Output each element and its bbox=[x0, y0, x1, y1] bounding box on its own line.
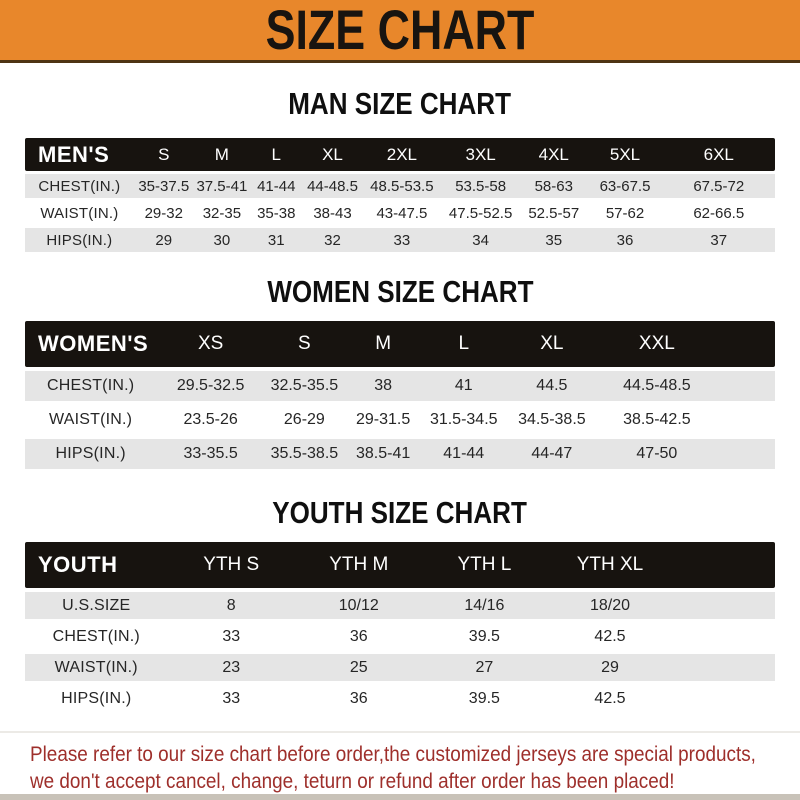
row-label: HIPS(IN.) bbox=[55, 445, 126, 463]
size-column-header: XL bbox=[540, 333, 564, 355]
size-value-cell: 44-48.5 bbox=[307, 177, 358, 195]
size-value-cell: 47.5-52.5 bbox=[448, 204, 513, 222]
size-value-cell: 39.5 bbox=[468, 627, 500, 645]
size-value-cell: 47-50 bbox=[636, 445, 678, 463]
banner-title: SIZE CHART bbox=[265, 0, 535, 61]
youth-size-table bbox=[25, 542, 775, 712]
size-column-header: M bbox=[375, 333, 392, 355]
size-value-cell: 29-31.5 bbox=[355, 411, 411, 429]
section-men bbox=[0, 87, 800, 252]
size-value-cell: 34 bbox=[472, 231, 489, 249]
size-column-header: 3XL bbox=[465, 144, 496, 164]
size-value-cell: 36 bbox=[616, 231, 634, 249]
table-header-row bbox=[25, 542, 775, 588]
table-corner-label: MEN'S bbox=[38, 141, 110, 167]
size-value-cell: 30 bbox=[213, 231, 231, 249]
size-value-cell: 43-47.5 bbox=[376, 204, 428, 222]
size-column-header: 2XL bbox=[386, 144, 417, 164]
size-value-cell: 52.5-57 bbox=[528, 204, 580, 222]
size-value-cell: 23 bbox=[222, 658, 241, 676]
size-value-cell: 31.5-34.5 bbox=[429, 411, 498, 429]
size-value-cell: 44-47 bbox=[531, 445, 573, 463]
size-value-cell: 32.5-35.5 bbox=[270, 377, 339, 395]
section-heading-text: WOMEN SIZE CHART bbox=[266, 274, 534, 310]
table-row bbox=[25, 174, 775, 198]
size-value-cell: 36 bbox=[349, 627, 368, 645]
table-row bbox=[25, 405, 775, 435]
size-value-cell: 35 bbox=[545, 231, 563, 249]
row-label: U.S.SIZE bbox=[62, 596, 131, 614]
section-women bbox=[0, 275, 800, 469]
table-row bbox=[25, 685, 775, 712]
table-row bbox=[25, 654, 775, 681]
size-value-cell: 8 bbox=[226, 596, 236, 614]
women-size-table bbox=[25, 321, 775, 469]
footer-line-1: Please refer to our size chart before order,the customized jerseys are special products, bbox=[30, 743, 756, 767]
size-value-cell: 35-37.5 bbox=[138, 177, 190, 195]
section-heading-men bbox=[0, 87, 800, 121]
size-value-cell: 14/16 bbox=[464, 596, 505, 614]
table-row bbox=[25, 228, 775, 252]
bottom-edge-strip bbox=[0, 794, 800, 800]
size-value-cell: 33 bbox=[393, 231, 411, 249]
size-column-header: YTH M bbox=[329, 554, 389, 576]
size-value-cell: 41 bbox=[454, 377, 473, 395]
size-value-cell: 29 bbox=[155, 231, 173, 249]
size-value-cell: 29-32 bbox=[144, 204, 183, 222]
size-chart-sections bbox=[0, 87, 800, 712]
size-column-header: XS bbox=[197, 333, 224, 355]
size-value-cell: 18/20 bbox=[589, 596, 631, 614]
size-value-cell: 34.5-38.5 bbox=[518, 411, 586, 429]
size-column-header: YTH S bbox=[203, 554, 260, 576]
size-value-cell: 58-63 bbox=[534, 177, 573, 195]
size-value-cell: 38.5-41 bbox=[355, 445, 411, 463]
size-column-header: M bbox=[214, 144, 229, 164]
size-chart-banner bbox=[0, 0, 800, 63]
row-label: HIPS(IN.) bbox=[61, 689, 132, 707]
size-value-cell: 41-44 bbox=[257, 177, 296, 195]
table-header-row bbox=[25, 321, 775, 367]
table-header-row bbox=[25, 138, 775, 171]
row-label: CHEST(IN.) bbox=[46, 377, 135, 395]
size-column-header: S bbox=[158, 144, 170, 164]
size-value-cell: 32-35 bbox=[202, 204, 242, 222]
size-value-cell: 39.5 bbox=[468, 689, 500, 707]
footer-note bbox=[0, 731, 800, 795]
size-value-cell: 44.5 bbox=[536, 377, 568, 395]
row-label: WAIST(IN.) bbox=[49, 411, 133, 429]
table-row bbox=[25, 623, 775, 650]
size-value-cell: 33-35.5 bbox=[183, 445, 238, 463]
size-value-cell: 63-67.5 bbox=[599, 177, 651, 195]
size-value-cell: 29 bbox=[601, 658, 619, 676]
size-column-header: YTH XL bbox=[576, 554, 644, 576]
size-value-cell: 27 bbox=[475, 658, 494, 676]
row-label: WAIST(IN.) bbox=[40, 204, 119, 222]
size-value-cell: 29.5-32.5 bbox=[176, 377, 245, 395]
section-heading-youth bbox=[0, 496, 800, 530]
size-column-header: L bbox=[458, 333, 470, 355]
table-row bbox=[25, 592, 775, 619]
size-value-cell: 38-43 bbox=[313, 204, 352, 222]
size-value-cell: 38.5-42.5 bbox=[623, 411, 691, 429]
size-value-cell: 48.5-53.5 bbox=[370, 177, 434, 195]
section-youth bbox=[0, 496, 800, 712]
size-value-cell: 38 bbox=[374, 377, 393, 395]
section-heading-text: YOUTH SIZE CHART bbox=[272, 495, 528, 531]
row-label: CHEST(IN.) bbox=[52, 627, 140, 645]
size-value-cell: 32 bbox=[324, 231, 341, 249]
table-row bbox=[25, 201, 775, 225]
size-value-cell: 44.5-48.5 bbox=[623, 377, 691, 395]
row-label: WAIST(IN.) bbox=[54, 658, 138, 676]
table-row bbox=[25, 439, 775, 469]
size-column-header: XL bbox=[322, 144, 343, 164]
size-value-cell: 42.5 bbox=[594, 689, 626, 707]
size-value-cell: 35.5-38.5 bbox=[270, 445, 339, 463]
size-value-cell: 31 bbox=[267, 231, 285, 249]
section-heading-text: MAN SIZE CHART bbox=[288, 86, 512, 121]
row-label: CHEST(IN.) bbox=[38, 177, 121, 195]
size-value-cell: 10/12 bbox=[338, 596, 379, 614]
section-heading-women bbox=[0, 275, 800, 309]
table-corner-label: WOMEN'S bbox=[38, 331, 149, 357]
size-column-header: 5XL bbox=[609, 144, 641, 164]
size-value-cell: 41-44 bbox=[443, 445, 485, 463]
size-value-cell: 37.5-41 bbox=[196, 177, 248, 195]
row-label: HIPS(IN.) bbox=[46, 231, 113, 249]
size-value-cell: 62-66.5 bbox=[693, 204, 745, 222]
size-value-cell: 36 bbox=[349, 689, 368, 707]
size-value-cell: 67.5-72 bbox=[693, 177, 745, 195]
men-size-table bbox=[25, 138, 775, 252]
size-value-cell: 23.5-26 bbox=[183, 411, 238, 429]
size-column-header: XXL bbox=[638, 333, 675, 355]
size-column-header: 6XL bbox=[703, 144, 734, 164]
table-row bbox=[25, 371, 775, 401]
size-value-cell: 42.5 bbox=[594, 627, 626, 645]
size-column-header: S bbox=[298, 333, 311, 355]
size-value-cell: 25 bbox=[349, 658, 368, 676]
footer-line-2: we don't accept cancel, change, teturn or refund after order has been placed! bbox=[30, 770, 675, 794]
size-column-header: 4XL bbox=[538, 144, 569, 164]
size-column-header: L bbox=[271, 144, 281, 164]
size-value-cell: 37 bbox=[710, 231, 728, 249]
size-column-header: YTH L bbox=[457, 554, 512, 576]
size-value-cell: 33 bbox=[222, 689, 241, 707]
size-value-cell: 35-38 bbox=[257, 204, 296, 222]
size-value-cell: 53.5-58 bbox=[455, 177, 507, 195]
table-corner-label: YOUTH bbox=[38, 552, 118, 578]
size-value-cell: 33 bbox=[222, 627, 241, 645]
size-value-cell: 57-62 bbox=[605, 204, 645, 222]
size-value-cell: 26-29 bbox=[283, 411, 325, 429]
